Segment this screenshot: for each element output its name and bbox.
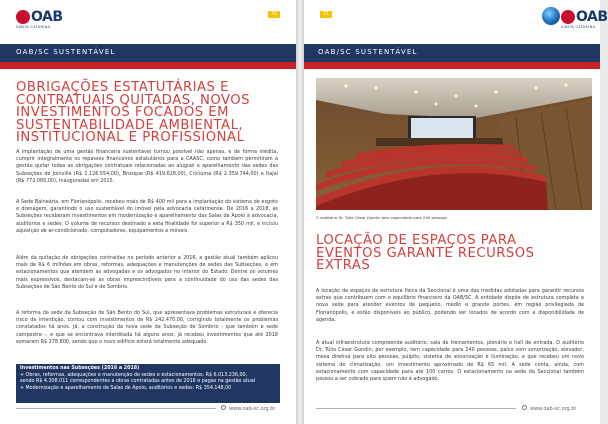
- title-line: EXTRAS: [316, 258, 371, 274]
- oab-logo: [16, 10, 63, 29]
- body-paragraph: A reforma da sede da Subseção de São Bento do Sul, que apresentava problemas estruturais e oferecia risco de interdição, contou com investimentos de R$ 242.470,00, corrigindo totalmente os problemas constatados há anos. Já, a construção da nova sede da Subseção de Sombrio - que também é sede campestre -, e que se encontrava interditada há alguns anos, já recebeu investimentos que até 2018 somaram R$ 278.800, sendo que o novo edifício estará totalmente adequado.: [16, 310, 278, 345]
- section-stripe: [0, 62, 296, 69]
- section-label: OAB/SC SUSTENTÁVEL: [16, 48, 116, 56]
- brand-text: OAB: [31, 9, 63, 25]
- info-box-line: + Modernização e aparelhamento de Salas de Apoio, auditórios e sedes: R$ 354.148,00: [20, 386, 232, 392]
- body-paragraph: A atual infraestrutura compreende auditório, sala de treinamentos, plenário e hall de entrada. O auditório Dr. Túlio César Gondin, por exemplo, tem capacidade para 240 pessoas, palco com sonorização, elevador, mesa diretiva para oito pessoas, púlpito, sistema de sonorização e iluminação, e que recebeu um novo sistema de climatização, um investimento aproximado de R$ 65 mil. A sede conta, ainda, com estacionamento com capacidade para até 100 carros. O estacionamento na sede da Seccional também passou a ser cobrado para quem não é advogado.: [316, 340, 584, 383]
- brand-subtitle: SANTA CATARINA: [16, 25, 51, 29]
- title-line: SUSTENTABILIDADE AMBIENTAL,: [16, 117, 244, 133]
- brand-text: OAB: [576, 9, 608, 25]
- spine-gutter: [296, 0, 304, 424]
- body-paragraph: Além da quitação de obrigações contraídas no período anterior a 2016, a gestão atual também aplicou mais de R$ 6 milhões em obras, reformas, adequações e manutenções de sedes das Subseções, e em estacionamentos que atendem as advogadas e os advogados no interior do Estado. Dentre os volumes mais expressivos, destacam-se as obras imprescindíveis para a continuidade do uso das sedes das Subseções de São Bento do Sul e de Sombrio.: [16, 255, 278, 290]
- web-globe-icon: [522, 405, 527, 410]
- info-box-heading: Investimentos nas Subseções (2016 a 2018): [20, 366, 140, 371]
- title-line: CONTRATUAIS QUITADAS, NOVOS: [16, 92, 251, 108]
- footer-rule: [16, 408, 216, 409]
- oab-logo: [561, 10, 608, 29]
- footer-url[interactable]: www.oab-sc.org.br: [229, 406, 276, 412]
- body-paragraph: A locação de espaços da estrutura física da Seccional é uma das medidas adotadas para garantir recursos extras que contribuem com o equilíbrio financeiro da OAB/SC. A entidade dispõe de estrutura completa e nova sede para atender eventos de pequeno, médio e grande portes, em região privilegiada de Florianópolis, e estão disponíveis ao público, podendo ser locados de acordo com a disponibilidade de agenda.: [316, 288, 584, 323]
- globe-emblem-icon: [542, 7, 560, 25]
- title-line: LOCAÇÃO DE ESPAÇOS PARA: [316, 233, 517, 248]
- oab-logo-icon: [16, 10, 30, 24]
- investment-info-box: [16, 364, 280, 403]
- info-box-line: + Obras, reformas, adequações e manutenção de sedes e estacionamentos: R$ 6.013.236,00,: [20, 372, 248, 378]
- photo-caption: O auditório Dr. Túlio César Gondin tem capacidade para 240 pessoas: [316, 215, 447, 220]
- section-stripe: [304, 62, 600, 69]
- title-line: INVESTIMENTOS FOCADOS EM: [16, 105, 229, 121]
- section-label: OAB/SC SUSTENTÁVEL: [318, 48, 418, 56]
- web-globe-icon: [221, 405, 226, 410]
- left-page: [0, 0, 296, 424]
- article-title: [16, 82, 250, 145]
- article-title: [316, 235, 535, 273]
- auditorium-photo: [316, 78, 592, 210]
- title-line: INSTITUCIONAL E PROFISSIONAL: [16, 130, 245, 146]
- body-paragraph: A Sede Balneária, em Florianópolis, recebeu mais de R$ 400 mil para a implantação do sistema de esgoto e drenagem, garantindo o uso sustentável do imóvel pela advocacia catarinense. De 2016 a 2018, as Subseções receberam investimentos em modernização e aparelhamento das Salas de Apoio à advocacia, auditórios e sedes. O volume de recursos destinado a esta finalidade foi superior a R$ 350 mil, e incluiu aquisição de ar-condicionado, computadores, equipamentos e móveis.: [16, 199, 278, 234]
- footer-rule: [316, 408, 516, 409]
- oab-logo-icon: [561, 10, 575, 24]
- body-paragraph: A implantação de uma gestão financeira sustentável tornou possível não apenas, e de forma inédita, cumprir integralmente os repasses financeiros estatutários para a CAASC, como também permitiram à gestão quitar todas as obrigações contratuais relacionadas ao aluguel e aparelhamento das sedes das Subseções de Joinville (R$ 1.126.554,00), Brusque (R$ 419.628,00), Criciúma (R$ 2.359.744,00) e Itajaí (R$ 772.085,00), inauguradas em 2015.: [16, 149, 278, 184]
- page-number: 71: [320, 11, 332, 18]
- page-number: 70: [268, 11, 280, 18]
- title-line: OBRIGAÇÕES ESTATUTÁRIAS E: [16, 80, 229, 95]
- title-line: EVENTOS GARANTE RECURSOS: [316, 245, 535, 261]
- right-page: [304, 0, 608, 424]
- info-box-line: sendo R$ 4.308.011 correspondentes a obras contratadas antes de 2016 e pagas na gestão atual: [20, 379, 256, 385]
- brand-subtitle: SANTA CATARINA: [561, 25, 596, 29]
- auditorium-illustration: [316, 78, 592, 210]
- footer-url[interactable]: www.oab-sc.org.br: [530, 406, 577, 412]
